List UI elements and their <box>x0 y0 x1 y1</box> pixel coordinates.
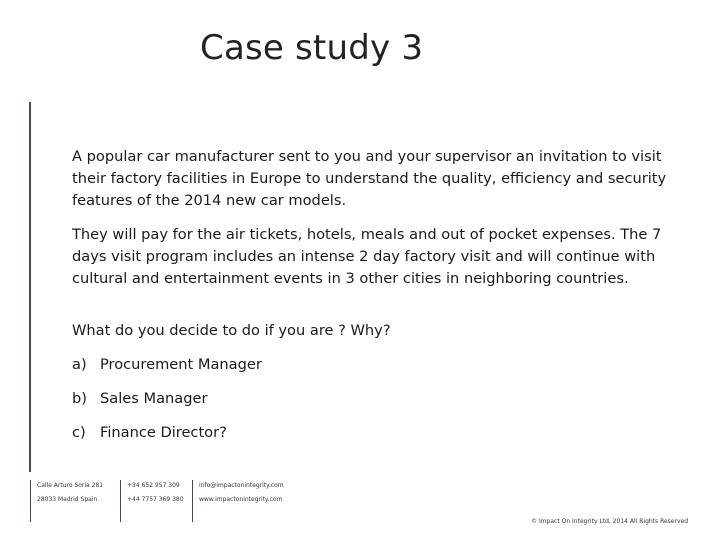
option-marker: a) <box>72 356 87 373</box>
footer-email: info@impactonintegrity.com <box>199 482 284 489</box>
footer-address-line1: Calle Arturo Soria 281 <box>37 482 104 489</box>
question-text: What do you decide to do if you are ? Why? <box>72 322 391 339</box>
option-label: Procurement Manager <box>100 356 262 373</box>
option-label: Sales Manager <box>100 390 208 407</box>
footer-contact <box>192 480 284 522</box>
slide-body <box>72 146 692 444</box>
option-marker: c) <box>72 424 86 441</box>
slide-title: Case study 3 <box>200 28 424 68</box>
slide-footer <box>0 478 720 528</box>
option-sales-manager <box>72 388 692 410</box>
footer-address-line2: 28033 Madrid Spain <box>37 496 98 503</box>
option-label: Finance Director? <box>100 424 227 441</box>
footer-phones <box>120 480 184 522</box>
options-list <box>72 354 692 444</box>
option-marker: b) <box>72 390 87 407</box>
option-finance-director <box>72 422 692 444</box>
paragraph-program: They will pay for the air tickets, hotels, meals and out of pocket expenses. The 7 days visit program includes an intense 2 day factory visit and will continue with cultural and entertainment events in 3 other cities in neighboring countries. <box>72 226 662 287</box>
footer-website: www.impactonintegrity.com <box>199 496 283 503</box>
footer-address <box>30 480 103 522</box>
footer-phone1: +34 652 957 309 <box>127 482 180 489</box>
footer-copyright: © Impact On Integrity Ltd, 2014 All Rights Reserved <box>531 518 688 525</box>
left-accent-rule <box>29 102 31 472</box>
footer-phone2: +44 7757 369 380 <box>127 496 184 503</box>
paragraph-invitation: A popular car manufacturer sent to you and your supervisor an invitation to visit their factory facilities in Europe to understand the quality, efficiency and security features of the 2014 new car models. <box>72 148 667 209</box>
option-procurement-manager <box>72 354 692 376</box>
